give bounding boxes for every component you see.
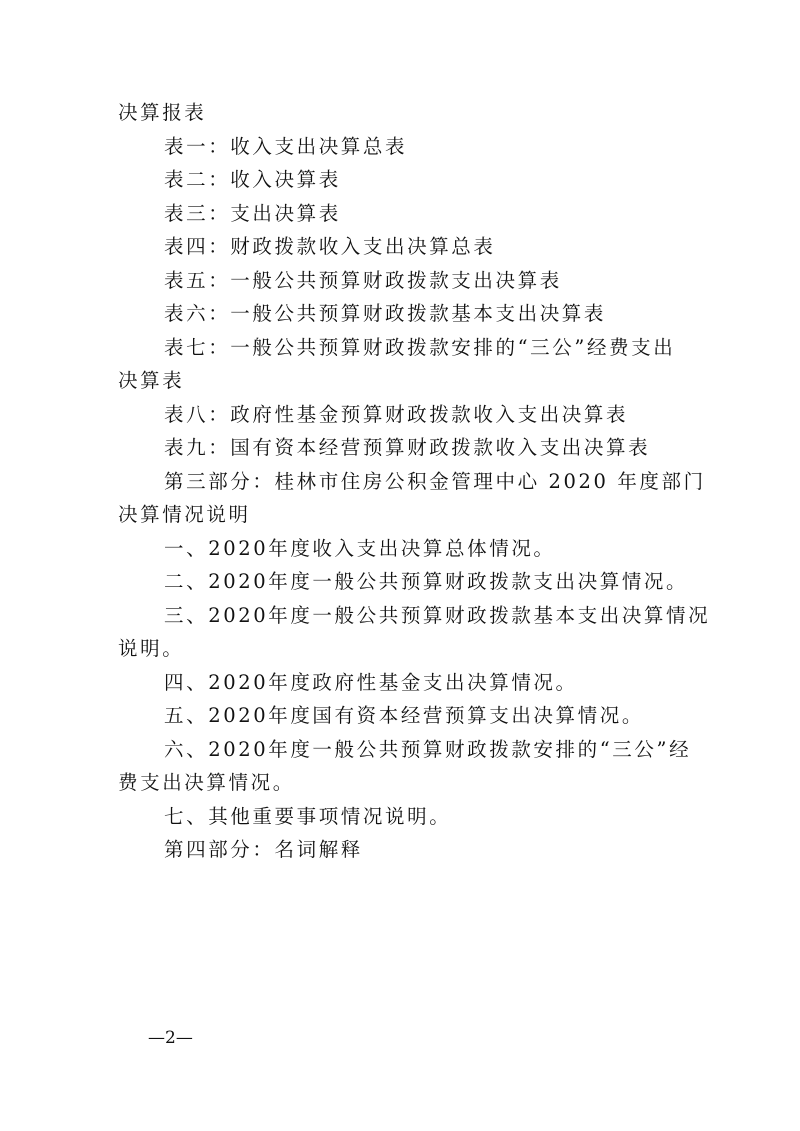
- explanation-item: 七、其他重要事项情况说明。: [164, 804, 452, 828]
- explanation-item: 六、2020年度一般公共预算财政拨款安排的“三公”经: [164, 737, 692, 761]
- table-list-item: 表一：收入支出决算总表: [164, 134, 408, 158]
- part-three-title: 第三部分：桂林市住房公积金管理中心 2020 年度部门: [164, 469, 706, 493]
- table-list-item: 表七：一般公共预算财政拨款安排的“三公”经费支出: [164, 335, 676, 359]
- table-list-item: 表九：国有资本经营预算财政拨款收入支出决算表: [164, 436, 651, 459]
- table-list-item: 表三：支出决算表: [164, 201, 341, 225]
- part-three-title-continuation: 决算情况说明: [118, 503, 251, 526]
- explanation-item: 一、2020年度收入支出决算总体情况。: [164, 536, 556, 560]
- table-list-item: 表五：一般公共预算财政拨款支出决算表: [164, 268, 562, 292]
- page-number: —2—: [148, 1028, 193, 1048]
- table-list-item: 表四：财政拨款收入支出决算总表: [164, 235, 496, 258]
- explanation-item: 四、2020年度政府性基金支出决算情况。: [164, 670, 578, 694]
- table-list-item: 表二：收入决算表: [164, 168, 341, 191]
- explanation-item-continuation: 费支出决算情况。: [118, 771, 295, 794]
- table-list-item: 表六：一般公共预算财政拨款基本支出决算表: [164, 302, 607, 325]
- part-four-title: 第四部分：名词解释: [164, 838, 363, 861]
- document-body: [118, 96, 711, 867]
- section-heading: 决算报表: [118, 101, 207, 124]
- explanation-item: 三、2020年度一般公共预算财政拨款基本支出决算情况: [164, 603, 711, 627]
- explanation-item-continuation: 说明。: [118, 637, 185, 660]
- table-list-item-continuation: 决算表: [118, 369, 185, 392]
- explanation-item: 五、2020年度国有资本经营预算支出决算情况。: [164, 704, 644, 727]
- explanation-item: 二、2020年度一般公共预算财政拨款支出决算情况。: [164, 570, 689, 593]
- table-list-item: 表八：政府性基金预算财政拨款收入支出决算表: [164, 402, 629, 426]
